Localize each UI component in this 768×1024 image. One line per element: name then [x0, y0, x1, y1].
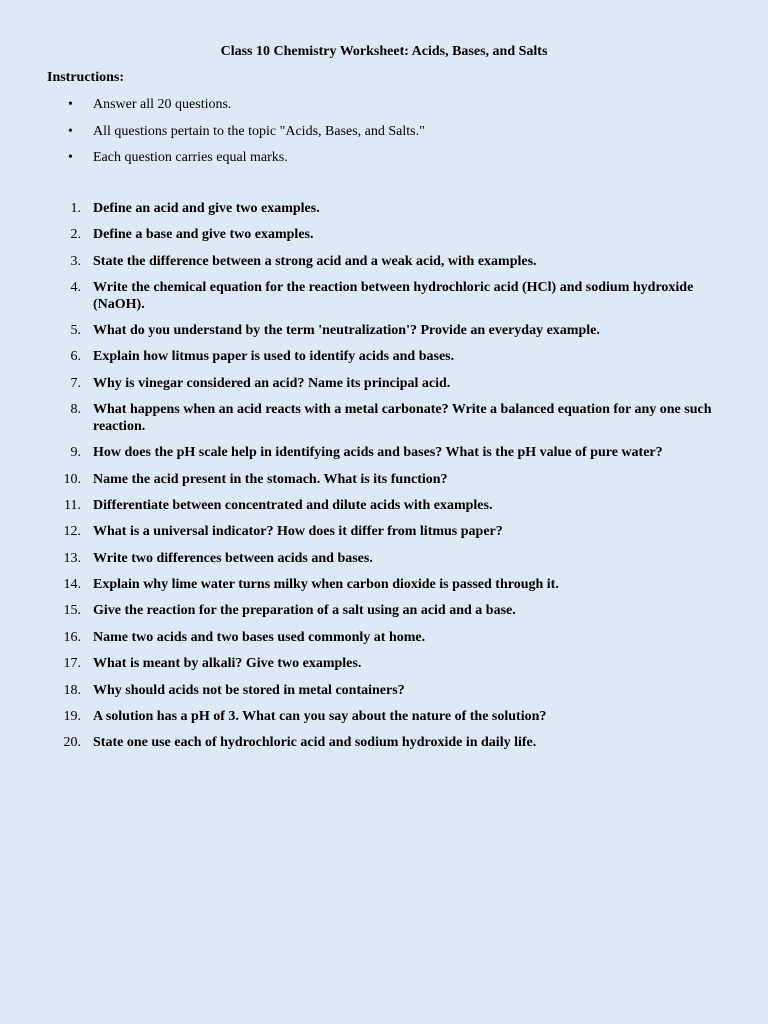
question-item [0, 227, 768, 244]
question-text: Differentiate between concentrated and dilute acids with examples. [93, 497, 493, 513]
question-number: 8. [70, 402, 81, 418]
question-item [0, 376, 768, 393]
instruction-text: Answer all 20 questions. [93, 97, 232, 112]
question-text: A solution has a pH of 3. What can you say about the nature of the solution? [93, 709, 547, 725]
question-number: 4. [70, 280, 81, 296]
question-number: 3. [70, 253, 81, 269]
question-number: 9. [70, 445, 81, 461]
question-text: Write two differences between acids and bases. [93, 550, 373, 566]
question-text: Give the reaction for the preparation of a salt using an acid and a base. [93, 603, 516, 619]
question-item [0, 402, 768, 435]
question-number: 11. [64, 497, 81, 513]
question-item [0, 577, 768, 594]
question-number: 19. [63, 709, 81, 725]
question-item [0, 630, 768, 647]
question-number: 13. [63, 550, 81, 566]
question-item [0, 709, 768, 726]
question-number: 6. [70, 349, 81, 365]
question-text: What do you understand by the term 'neutralization'? Provide an everyday example. [93, 323, 600, 339]
question-number: 12. [63, 524, 81, 540]
question-text: Explain how litmus paper is used to identify acids and bases. [93, 349, 455, 365]
question-item [0, 524, 768, 541]
question-text: Explain why lime water turns milky when carbon dioxide is passed through it. [93, 577, 559, 593]
question-number: 7. [70, 375, 81, 391]
question-number: 20. [63, 735, 81, 751]
question-number: 14. [63, 577, 81, 593]
question-number: 15. [63, 603, 81, 619]
instructions-heading: Instructions: [47, 70, 125, 85]
question-number: 10. [63, 471, 81, 487]
question-item [0, 656, 768, 673]
question-text: Define an acid and give two examples. [93, 201, 320, 216]
question-item [0, 683, 768, 700]
question-number: 5. [70, 323, 81, 339]
bullet-icon: • [68, 150, 73, 165]
questions-list [0, 201, 768, 762]
question-item [0, 472, 768, 489]
question-number: 16. [63, 629, 81, 645]
question-item [0, 603, 768, 620]
question-item [0, 551, 768, 568]
question-text: What is a universal indicator? How does it differ from litmus paper? [93, 524, 503, 540]
question-text: Name two acids and two bases used commonly at home. [93, 629, 426, 645]
question-item [0, 445, 768, 462]
question-text: Why should acids not be stored in metal containers? [93, 682, 405, 698]
question-item [0, 735, 768, 752]
instruction-text: All questions pertain to the topic "Acids, Bases, and Salts." [93, 123, 425, 139]
question-text: What happens when an acid reacts with a metal carbonate? Write a balanced equation for any one such reaction. [93, 402, 712, 434]
question-text: Define a base and give two examples. [93, 227, 314, 243]
bullet-icon: • [68, 97, 73, 112]
question-item [0, 201, 768, 218]
question-number: 2. [70, 227, 81, 243]
question-number: 18. [63, 682, 81, 698]
question-item [0, 349, 768, 366]
page-title: Class 10 Chemistry Worksheet: Acids, Bases, and Salts [220, 44, 548, 59]
question-text: Write the chemical equation for the reaction between hydrochloric acid (HCl) and sodium hydroxide (NaOH). [93, 280, 694, 312]
question-text: State one use each of hydrochloric acid and sodium hydroxide in daily life. [93, 735, 537, 751]
question-item [0, 323, 768, 340]
question-text: Why is vinegar considered an acid? Name its principal acid. [93, 375, 451, 391]
question-number: 1. [70, 201, 81, 216]
question-item [0, 254, 768, 271]
question-text: How does the pH scale help in identifying acids and bases? What is the pH value of pure water? [93, 445, 663, 461]
instruction-text: Each question carries equal marks. [93, 150, 288, 165]
question-number: 17. [63, 656, 81, 672]
question-text: What is meant by alkali? Give two examples. [93, 656, 362, 672]
question-item [0, 280, 768, 313]
question-item [0, 498, 768, 515]
question-text: State the difference between a strong acid and a weak acid, with examples. [93, 253, 537, 269]
question-text: Name the acid present in the stomach. What is its function? [93, 471, 448, 487]
bullet-icon: • [68, 123, 73, 139]
